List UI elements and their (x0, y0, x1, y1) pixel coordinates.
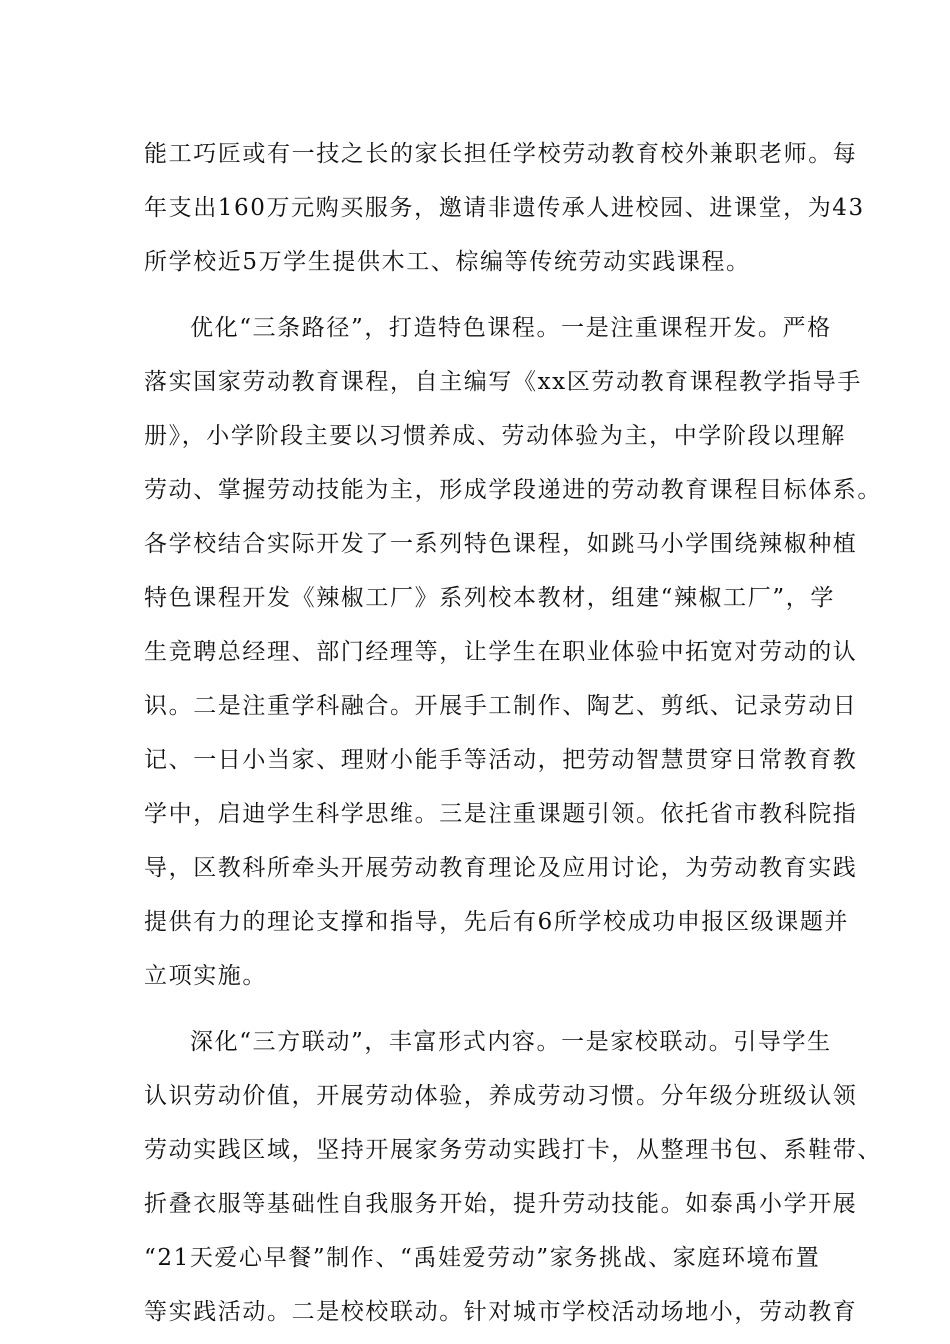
paragraph-line: 册》，小学阶段主要以习惯养成、劳动体验为主，中学阶段以理解 (144, 423, 846, 449)
paragraph-line: 生竞聘总经理、部门经理等，让学生在职业体验中拓宽对劳动的认 (144, 639, 858, 665)
paragraph-2 (144, 301, 882, 1003)
paragraph-1 (144, 127, 865, 289)
paragraph-line: 能工巧匠或有一技之长的家长担任学校劳动教育校外兼职老师。每 (144, 141, 858, 167)
paragraph-line: 学中，启迪学生科学思维。三是注重课题引领。依托省市教科院指 (144, 801, 858, 827)
paragraph-line: 记、一日小当家、理财小能手等活动，把劳动智慧贯穿日常教育教 (144, 747, 858, 773)
paragraph-line: 提供有力的理论支撑和指导，先后有6所学校成功申报区级课题并 (144, 909, 850, 935)
paragraph-line: 立项实施。 (144, 963, 267, 989)
paragraph-3 (144, 1015, 882, 1339)
paragraph-line: 所学校近5万学生提供木工、棕编等传统劳动实践课程。 (144, 249, 751, 275)
paragraph-line: 年支出160万元购买服务，邀请非遗传承人进校园、进课堂，为43 (144, 195, 865, 221)
paragraph-line: 优化“三条路径”，打造特色课程。一是注重课程开发。严格 (190, 315, 832, 341)
paragraph-line: 劳动、掌握劳动技能为主，形成学段递进的劳动教育课程目标体系。 (144, 477, 882, 503)
paragraph-line: 劳动实践区域，坚持开展家务劳动实践打卡，从整理书包、系鞋带、 (144, 1137, 882, 1163)
paragraph-line: 认识劳动价值，开展劳动体验，养成劳动习惯。分年级分班级认领 (144, 1083, 858, 1109)
paragraph-gap (144, 1003, 824, 1015)
paragraph-line: “21天爱心早餐”制作、“禹娃爱劳动”家务挑战、家庭环境布置 (144, 1245, 821, 1271)
paragraph-line: 各学校结合实际开发了一系列特色课程，如跳马小学围绕辣椒种植 (144, 531, 858, 557)
paragraph-line: 折叠衣服等基础性自我服务开始，提升劳动技能。如泰禹小学开展 (144, 1191, 858, 1217)
paragraph-line: 导，区教科所牵头开展劳动教育理论及应用讨论，为劳动教育实践 (144, 855, 858, 881)
paragraph-line: 深化“三方联动”，丰富形式内容。一是家校联动。引导学生 (190, 1029, 832, 1055)
paragraph-line: 落实国家劳动教育课程，自主编写《xx区劳动教育课程教学指导手 (144, 369, 862, 395)
document-body (144, 127, 882, 1339)
paragraph-line: 特色课程开发《辣椒工厂》系列校本教材，组建“辣椒工厂”，学 (144, 585, 835, 611)
paragraph-gap (144, 289, 824, 301)
paragraph-line: 识。二是注重学科融合。开展手工制作、陶艺、剪纸、记录劳动日 (144, 693, 858, 719)
paragraph-line: 等实践活动。二是校校联动。针对城市学校活动场地小，劳动教育 (144, 1299, 858, 1325)
